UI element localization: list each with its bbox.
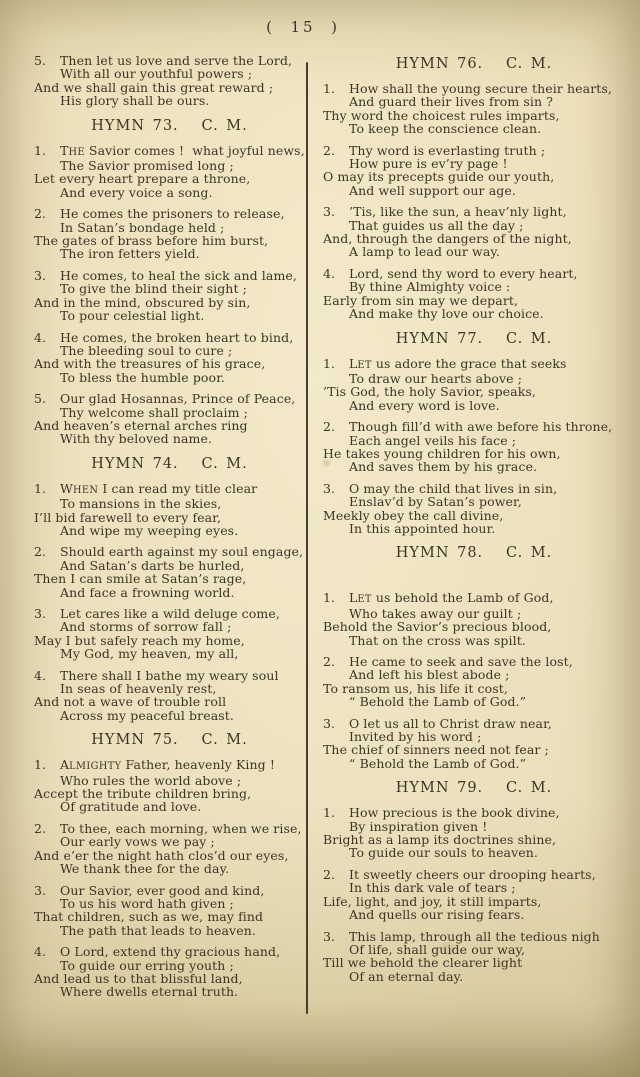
verse-line: “ Behold the Lamb of God.” [349, 755, 527, 771]
verse-line: We thank thee for the day. [60, 861, 230, 877]
verse-line: The chief of sinners need not fear ; [323, 742, 549, 758]
verse-line: And saves them by his grace. [349, 459, 538, 475]
hymn-heading: HYMN 79. C. M. [395, 780, 553, 797]
verse-line: Enslav’d by Satan’s power, [349, 494, 522, 510]
verse-line: 3. O let us all to Christ draw near, [323, 715, 552, 731]
verse-line: 1. How shall the young secure their hearts, [323, 81, 613, 96]
verse-line: Till we behold the clearer light [323, 955, 523, 971]
verse-number: 4. [323, 265, 336, 281]
verse-line: In this appointed hour. [349, 520, 496, 536]
verse-line: Across my peaceful breast. [60, 707, 234, 723]
verse-line: 1. ALMIGHTY Father, heavenly King ! [34, 757, 275, 773]
verse-line: In this dark vale of tears ; [349, 880, 516, 896]
hymn-verse [33, 669, 306, 723]
hymn-verse [33, 884, 306, 938]
verse-number: 2. [323, 866, 336, 882]
verse-number: 3. [323, 928, 336, 944]
verse-line: 1. LET us behold the Lamb of God, [323, 590, 554, 606]
verse-number: 4. [34, 329, 47, 345]
hymn-verse [33, 482, 306, 538]
verse-number: 5. [34, 53, 47, 68]
verse-line: The bleeding soul to cure ; [60, 342, 233, 358]
verse-number: 4. [34, 944, 47, 960]
verse-line: 1. THE Savior comes ! what joyful news, [34, 142, 305, 158]
verse-line: To guide our erring youth ; [60, 957, 234, 973]
verse-line: Of gratitude and love. [60, 799, 202, 815]
verse-number: 2. [34, 544, 47, 560]
verse-line: In Satan’s bondage held ; [60, 219, 225, 235]
verse-number: 2. [323, 142, 336, 158]
verse-line: To keep the conscience clean. [349, 121, 542, 137]
verse-line: To ransom us, his life it cost, [323, 680, 508, 696]
hymn-verse [322, 357, 626, 413]
verse-number: 1. [34, 480, 47, 496]
verse-number: 2. [323, 419, 336, 435]
hymn-verse [33, 607, 306, 661]
verse-number: 2. [323, 654, 336, 669]
verse-line: To give the blind their sight ; [60, 281, 247, 297]
small-caps-word: HE [68, 146, 85, 158]
verse-line: 3. Let cares like a wild deluge come, [34, 606, 280, 621]
verse-line: To us his word hath given ; [60, 895, 234, 911]
verse-line: A lamp to lead our way. [349, 244, 500, 260]
verse-line: His glory shall be ours. [60, 93, 210, 109]
verse-line: 1. LET us adore the grace that seeks [323, 355, 567, 371]
verse-number: 1. [323, 355, 336, 371]
verse-line: Meekly obey the call divine, [323, 507, 504, 523]
verse-line: Of an eternal day. [349, 968, 464, 984]
verse-line: Each angel veils his face ; [349, 432, 517, 448]
verse-line: Who rules the world above ; [60, 772, 242, 788]
verse-line: How pure is ev’ry page ! [349, 156, 508, 172]
verse-line: And we shall gain this great reward ; [34, 79, 274, 95]
page-number: ( 15 ) [266, 18, 340, 36]
verse-line: Thy word the choicest rules imparts, [323, 107, 560, 123]
verse-line: And every voice a song. [60, 184, 213, 200]
verse-line: 3. He comes, to heal the sick and lame, [34, 267, 297, 283]
verse-line: To mansions in the skies, [60, 496, 222, 512]
verse-number: 2. [34, 820, 47, 836]
verse-line: 5. Then let us love and serve the Lord, [34, 53, 293, 68]
verse-line: 1. How precious is the book divine, [323, 805, 560, 821]
verse-line: And make thy love our choice. [349, 306, 544, 322]
hymn-verse [322, 806, 626, 860]
verse-line: And not a wave of trouble roll [34, 694, 227, 710]
verse-line: Bright as a lamp its doctrines shine, [323, 832, 557, 848]
verse-line: 2. He came to seek and save the lost, [323, 654, 573, 669]
verse-line: 4. O Lord, extend thy gracious hand, [34, 944, 281, 960]
verse-number: 1. [323, 81, 336, 96]
verse-line: 3. ’Tis, like the sun, a heav’nly light, [323, 204, 567, 220]
verse-line: Our early vows we pay ; [60, 834, 215, 850]
verse-line: And storms of sorrow fall ; [60, 619, 232, 635]
verse-line: By thine Almighty voice : [349, 279, 511, 295]
hymn-verse [33, 144, 306, 200]
verse-line: Invited by his word ; [349, 729, 482, 745]
verse-number: 3. [34, 606, 47, 621]
verse-line: 2. Thy word is everlasting truth ; [323, 142, 546, 158]
small-caps-word: ET [357, 594, 372, 606]
verse-line: To pour celestial light. [60, 308, 205, 324]
verse-number: 4. [34, 667, 47, 683]
verse-line: Then I can smile at Satan’s rage, [34, 571, 247, 587]
hymn-verse [33, 331, 306, 385]
verse-line: And e’er the night hath clos’d our eyes, [34, 847, 289, 863]
verse-line: 4. He comes, the broken heart to bind, [34, 329, 294, 345]
verse-line: And in the mind, obscured by sin, [34, 294, 251, 310]
hymn-verse [33, 207, 306, 261]
verse-line: Of life, shall guide our way, [349, 941, 526, 957]
verse-line: To bless the humble poor. [60, 369, 225, 385]
small-caps-word: LMIGHTY [69, 761, 122, 773]
columns [33, 50, 626, 1077]
verse-line: With all our youthful powers ; [60, 66, 253, 82]
hymn-heading: HYMN 78. C. M. [395, 545, 553, 562]
verse-line: And guard their lives from sin ? [349, 94, 554, 110]
verse-line: I’ll bid farewell to every fear, [34, 509, 222, 525]
verse-line: Let every heart prepare a throne, [34, 171, 251, 187]
verse-line: And with the treasures of his grace, [34, 356, 266, 372]
verse-number: 5. [34, 391, 47, 407]
verse-line: To draw our hearts above ; [349, 370, 523, 386]
verse-number: 3. [323, 715, 336, 731]
hymn-verse [33, 54, 306, 108]
verse-line: To guide our souls to heaven. [349, 845, 538, 861]
hymn-verse [322, 82, 626, 136]
verse-line: And heaven’s eternal arches ring [34, 417, 248, 433]
verse-number: 1. [34, 142, 47, 158]
verse-line: And left his blest abode ; [349, 667, 510, 683]
verse-line: And every word is love. [349, 397, 500, 413]
verse-number: 2. [34, 206, 47, 222]
verse-line: Thy welcome shall proclaim ; [60, 404, 248, 420]
verse-line: 3. This lamp, through all the tedious nigh [323, 928, 600, 944]
hymn-verse [322, 144, 626, 198]
hymn-verse [33, 545, 306, 599]
verse-line: 4. Lord, send thy word to every heart, [323, 265, 578, 281]
hymn-verse [322, 267, 626, 321]
verse-line: The path that leads to heaven. [60, 922, 256, 938]
verse-line: By inspiration given ! [349, 818, 488, 834]
hymn-verse [33, 758, 306, 814]
verse-line: 4. There shall I bathe my weary soul [34, 667, 279, 683]
small-caps-word: HEN [72, 484, 99, 496]
hymn-heading: HYMN 73. C. M. [91, 117, 248, 134]
verse-line: Accept the tribute children bring, [34, 786, 252, 802]
small-caps-word: ET [357, 359, 372, 371]
hymn-verse [33, 945, 306, 999]
hymn-verse [322, 717, 626, 771]
verse-line: With thy beloved name. [60, 431, 213, 447]
hymn-verse [322, 205, 626, 259]
verse-number: 1. [323, 805, 336, 821]
hymn-heading: HYMN 77. C. M. [395, 330, 553, 347]
verse-line: ’Tis God, the holy Savior, speaks, [323, 384, 536, 400]
verse-line: And well support our age. [349, 182, 516, 198]
verse-number: 3. [34, 882, 47, 898]
hymn-heading: HYMN 76. C. M. [395, 56, 553, 72]
verse-line: And face a frowning world. [60, 584, 235, 600]
verse-number: 3. [323, 204, 336, 220]
left-column [33, 50, 306, 1077]
verse-line: “ Behold the Lamb of God.” [349, 694, 527, 710]
hymn-verse [33, 392, 306, 446]
verse-line: 2. It sweetly cheers our drooping hearts, [323, 866, 596, 882]
hymn-verse [322, 420, 626, 474]
hymn-verse [322, 591, 626, 647]
verse-line: My God, my heaven, my all, [60, 646, 239, 662]
verse-line: Life, light, and joy, it still imparts, [323, 893, 542, 909]
hymn-verse [33, 822, 306, 876]
verse-line: That on the cross was spilt. [349, 632, 526, 648]
hymn-verse [322, 868, 626, 922]
verse-line: Behold the Savior’s precious blood, [323, 619, 552, 635]
verse-line: Who takes away our guilt ; [349, 605, 522, 621]
verse-line: And wipe my weeping eyes. [60, 522, 239, 538]
verse-line: The iron fetters yield. [60, 246, 200, 262]
verse-line: And Satan’s darts be hurled, [60, 557, 245, 573]
verse-line: 2. To thee, each morning, when we rise, [34, 820, 302, 836]
hymn-verse [322, 482, 626, 536]
verse-line: The Savior promised long ; [60, 158, 234, 174]
verse-line: And lead us to that blissful land, [34, 970, 243, 986]
verse-line: 2. He comes the prisoners to release, [34, 206, 285, 222]
hymn-verse [322, 655, 626, 709]
hymn-heading: HYMN 75. C. M. [91, 732, 248, 749]
verse-line: 5. Our glad Hosannas, Prince of Peace, [34, 391, 296, 407]
verse-line: And quells our rising fears. [349, 907, 525, 923]
hymn-verse [322, 930, 626, 984]
right-column [308, 50, 626, 1077]
verse-line: May I but safely reach my home, [34, 632, 245, 648]
verse-number: 1. [34, 757, 47, 773]
verse-line: In seas of heavenly rest, [60, 681, 217, 697]
verse-line: And, through the dangers of the night, [323, 231, 572, 247]
verse-number: 3. [34, 267, 47, 283]
verse-line: Early from sin may we depart, [323, 292, 519, 308]
verse-line: O may its precepts guide our youth, [323, 169, 555, 185]
verse-line: 2. Should earth against my soul engage, [34, 544, 304, 560]
verse-line: 1. WHEN I can read my title clear [34, 480, 258, 496]
verse-line: The gates of brass before him burst, [34, 233, 269, 249]
verse-line: 3. Our Savior, ever good and kind, [34, 882, 265, 898]
verse-number: 3. [323, 480, 336, 496]
verse-line: 3. O may the child that lives in sin, [323, 480, 558, 496]
hymn-verse [33, 269, 306, 323]
verse-number: 1. [323, 590, 336, 606]
verse-line: He takes young children for his own, [323, 445, 561, 461]
verse-line: That guides us all the day ; [349, 217, 524, 233]
verse-line: Where dwells eternal truth. [60, 984, 239, 1000]
verse-line: That children, such as we, may find [34, 909, 264, 925]
verse-line: 2. Though fill’d with awe before his throne, [323, 419, 613, 435]
hymn-heading: HYMN 74. C. M. [91, 455, 248, 472]
